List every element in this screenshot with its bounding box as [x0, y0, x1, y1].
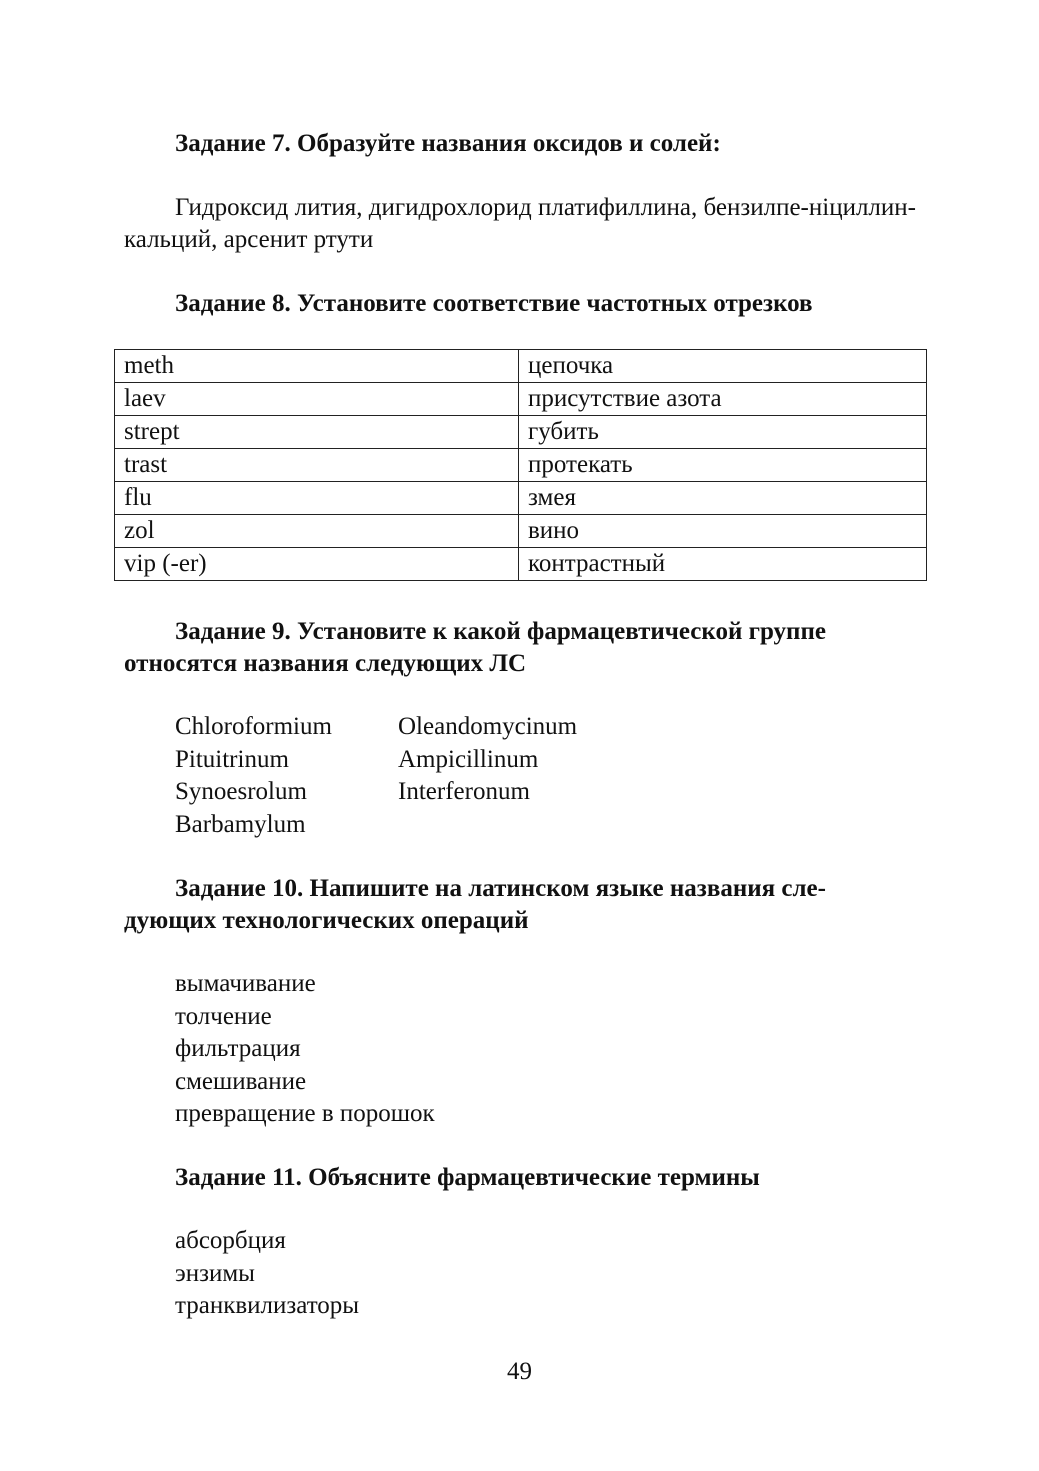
operations-list	[175, 968, 435, 1131]
list-item: транквилизаторы	[175, 1292, 360, 1319]
list-item: Oleandomycinum	[398, 713, 578, 740]
table-cell-right: протекать	[519, 449, 927, 482]
task10-heading: Задание 10. Напишите на латинском языке названия сле-дующих технологических операций	[124, 875, 826, 934]
list-item: Chloroformium	[175, 713, 332, 740]
terms-list	[175, 1225, 359, 1323]
task7-text: Гидроксид лития, дигидрохлорид платифиллина, бензилпе-ніциллин-кальций, арсенит ртути	[124, 194, 916, 253]
list-item: Interferonum	[398, 778, 530, 805]
table-row	[115, 548, 927, 581]
table-cell-right: присутствие азота	[519, 383, 927, 416]
table-cell-right: змея	[519, 482, 927, 515]
table-cell-right: цепочка	[519, 350, 927, 383]
table-row	[115, 515, 927, 548]
table-cell-left: meth	[115, 350, 519, 383]
table-row	[115, 383, 927, 416]
table-row	[115, 449, 927, 482]
matching-table	[114, 349, 927, 581]
task7-heading: Задание 7. Образуйте названия оксидов и солей:	[175, 130, 721, 157]
drug-list-right	[398, 711, 577, 809]
table-cell-left: trast	[115, 449, 519, 482]
table-cell-left: zol	[115, 515, 519, 548]
task8-heading: Задание 8. Установите соответствие частотных отрезков	[175, 290, 813, 317]
list-item: абсорбция	[175, 1227, 286, 1254]
table-cell-left: laev	[115, 383, 519, 416]
list-item: Ampicillinum	[398, 745, 539, 773]
table-row	[115, 416, 927, 449]
table-cell-right: вино	[519, 515, 927, 548]
task11-heading: Задание 11. Объясните фармацевтические термины	[175, 1164, 760, 1191]
table-cell-right: контрастный	[519, 548, 927, 581]
list-item: Barbamylum	[175, 810, 306, 838]
list-item: толчение	[175, 1002, 272, 1030]
list-item: вымачивание	[175, 970, 316, 997]
list-item: смешивание	[175, 1067, 307, 1095]
drug-list-left	[175, 711, 332, 841]
table-row	[115, 350, 927, 383]
table-cell-left: vip (-er)	[115, 548, 519, 581]
table-cell-right: губить	[519, 416, 927, 449]
page-number: 49	[507, 1358, 532, 1385]
list-item: энзимы	[175, 1259, 255, 1287]
list-item: Pituitrinum	[175, 745, 289, 773]
list-item: фильтрация	[175, 1035, 301, 1062]
table-row	[115, 482, 927, 515]
task9-heading: Задание 9. Установите к какой фармацевтической группе относятся названия следующих ЛС	[124, 618, 826, 677]
table-cell-left: flu	[115, 482, 519, 515]
list-item: превращение в порошок	[175, 1100, 435, 1127]
table-cell-left: strept	[115, 416, 519, 449]
list-item: Synoesrolum	[175, 778, 307, 805]
